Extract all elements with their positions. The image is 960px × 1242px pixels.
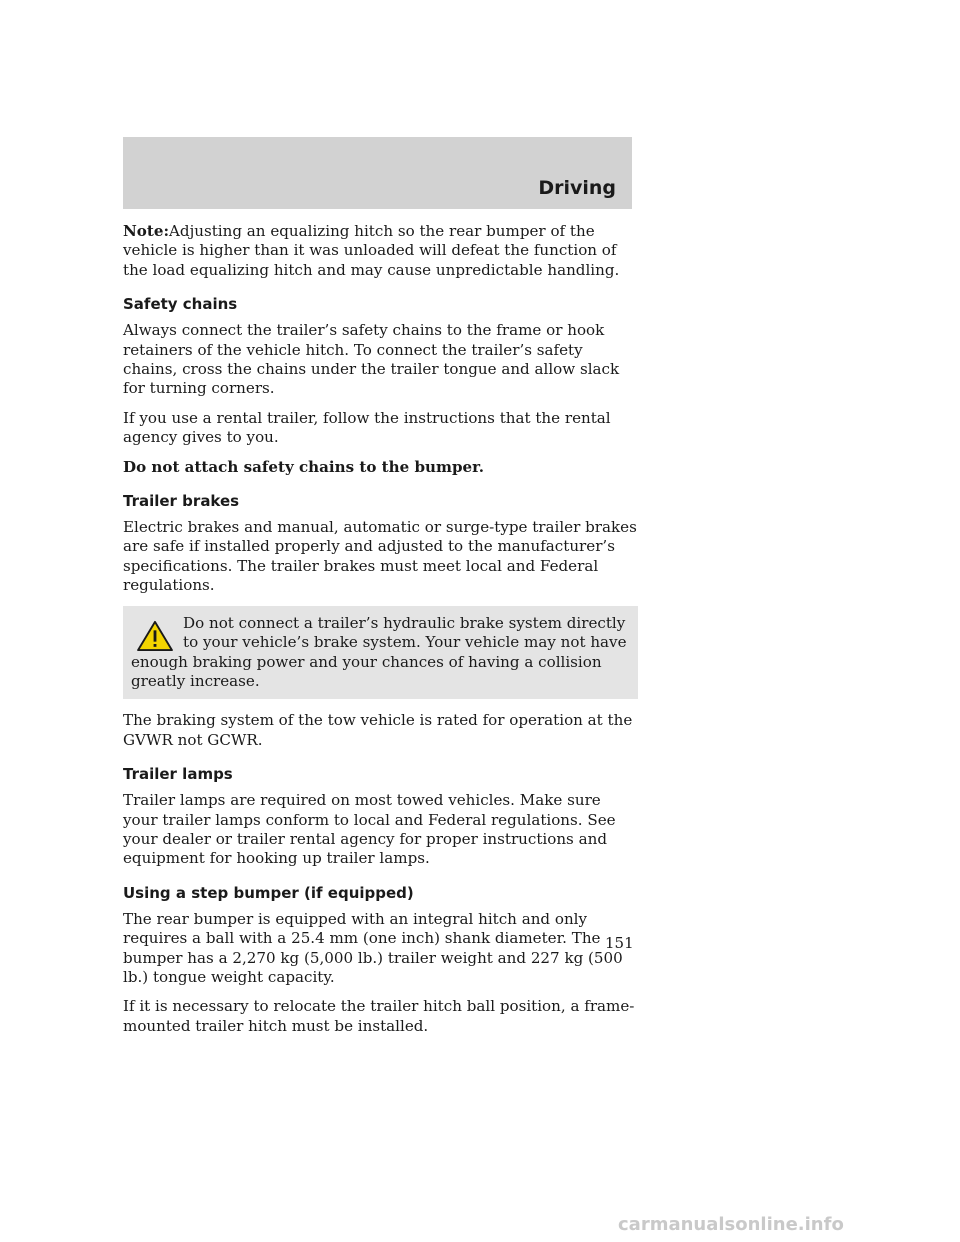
heading-trailer-lamps: Trailer lamps (123, 765, 233, 784)
note-paragraph (123, 222, 638, 280)
step-bumper-paragraph-2: If it is necessary to relocate the trailer hitch ball position, a frame-mounted trailer hitch must be installed. (123, 997, 635, 1035)
trailer-brakes-paragraph-2: The braking system of the tow vehicle is rated for operation at the GVWR not GCWR. (123, 711, 633, 749)
trailer-brakes-paragraph-1: Electric brakes and manual, automatic or surge-type trailer brakes are safe if installed properly and adjusted to the manufacturer’s specifications. The trailer brakes must meet local and Federal regulations. (123, 518, 637, 595)
safety-chains-bold-warning: Do not attach safety chains to the bumper. (123, 457, 484, 476)
warning-text: Do not connect a trailer’s hydraulic brake system directly to your vehicle’s brake system. Your vehicle may not have enough braking power and your chances of having a collision greatly increase. (131, 613, 627, 690)
watermark: carmanualsonline.info (618, 1214, 844, 1235)
safety-chains-paragraph-1: Always connect the trailer’s safety chains to the frame or hook retainers of the vehicle hitch. To connect the trailer’s safety chains, cross the chains under the trailer tongue and allow slack for turning corners. (123, 321, 620, 398)
page-number: 151 (605, 934, 634, 952)
heading-trailer-brakes: Trailer brakes (123, 492, 240, 511)
note-label: Note: (123, 222, 170, 240)
step-bumper-paragraph-1: The rear bumper is equipped with an integral hitch and only requires a ball with a 25.4 mm (one inch) shank diameter. The bumper has a 2,270 kg (5,000 lb.) trailer weight and 227 kg (500 lb.) tongue weight capacity. (123, 909, 623, 986)
trailer-lamps-paragraph: Trailer lamps are required on most towed vehicles. Make sure your trailer lamps conform to local and Federal regulations. See your dealer or trailer rental agency for proper instructions and equipment for hooking up trailer lamps. (123, 791, 616, 868)
note-text: Adjusting an equalizing hitch so the rear bumper of the vehicle is higher than it was unloaded will defeat the function of the load equalizing hitch and may cause unpredictable handling. (123, 222, 620, 279)
warning-triangle-icon (135, 620, 175, 652)
warning-box (123, 606, 638, 700)
section-title: Driving (538, 177, 616, 199)
page-content (123, 222, 638, 1046)
heading-step-bumper: Using a step bumper (if equipped) (123, 883, 414, 902)
safety-chains-paragraph-2: If you use a rental trailer, follow the instructions that the rental agency gives to you. (123, 408, 611, 447)
heading-safety-chains: Safety chains (123, 295, 238, 314)
section-header-band (123, 137, 632, 209)
